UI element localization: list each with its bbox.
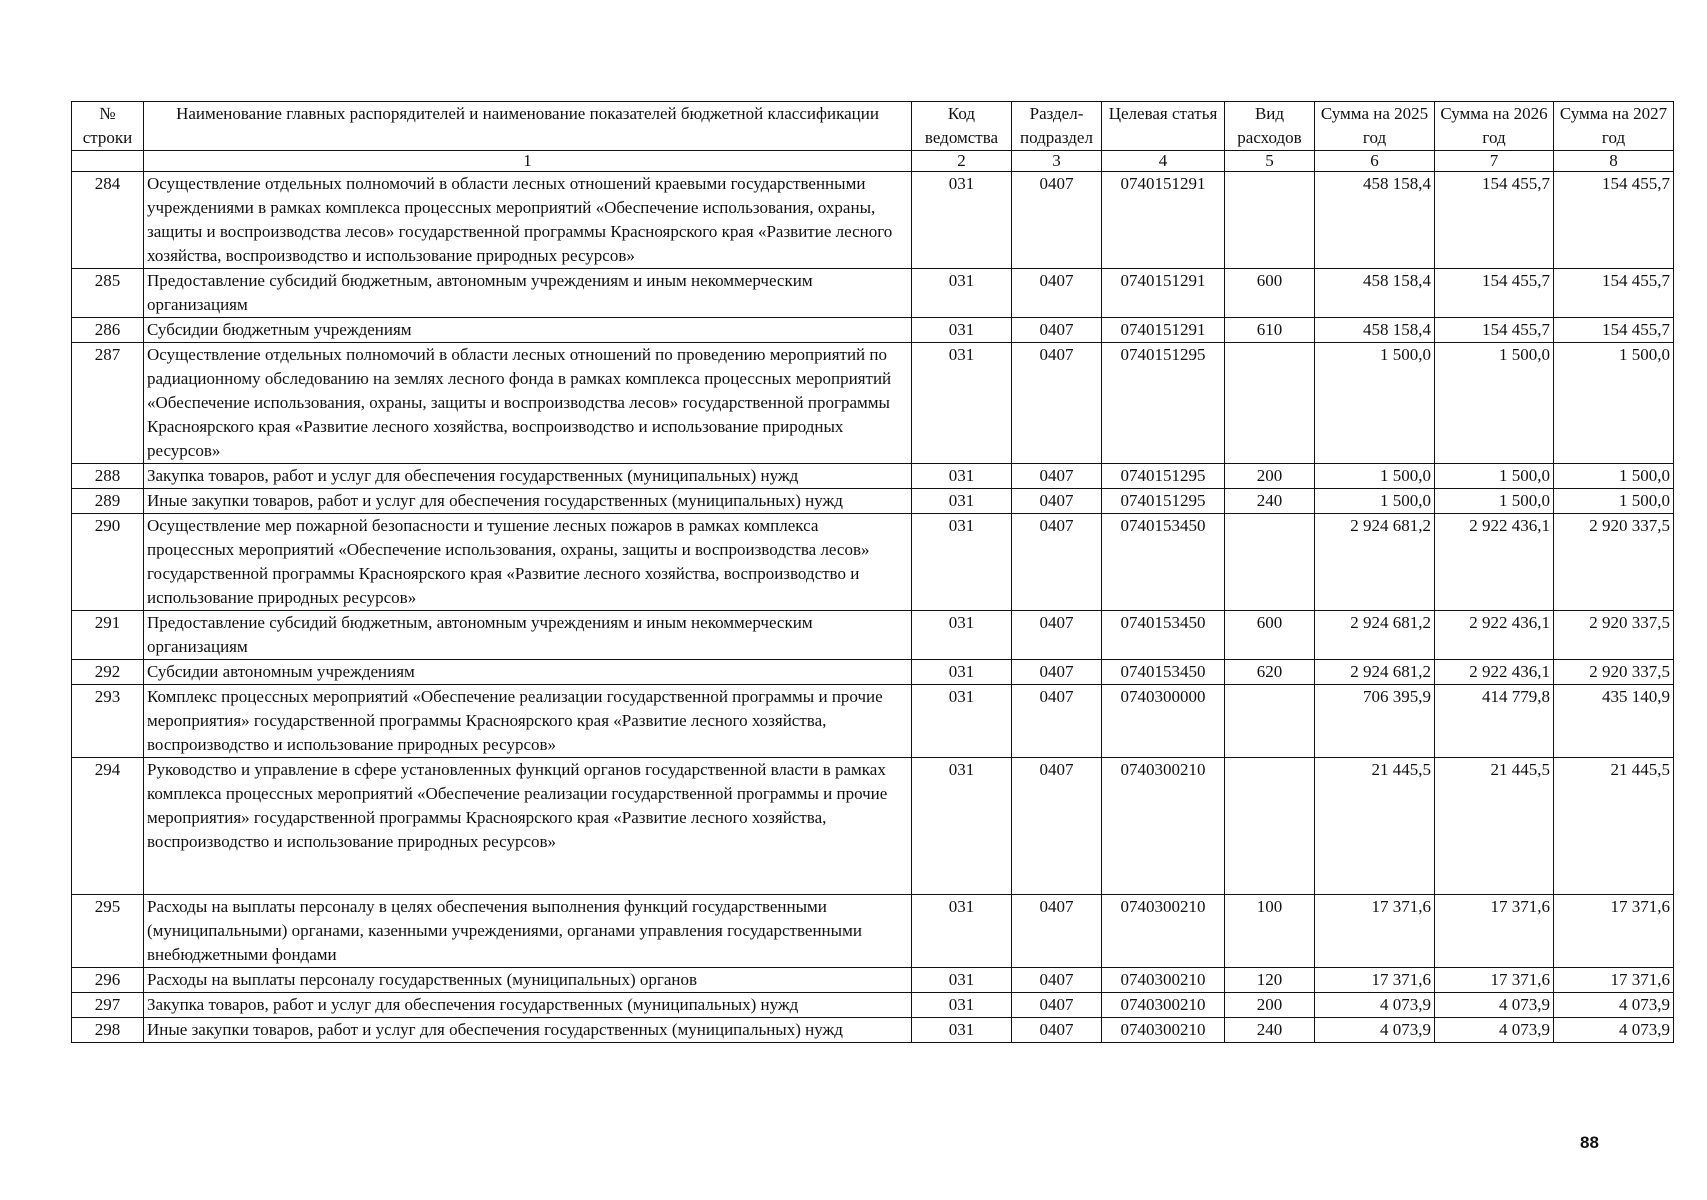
cell-section: 0407 [1012,993,1102,1018]
cell-sum-2025: 1 500,0 [1315,343,1435,464]
cell-expense-type [1225,758,1315,895]
column-number: 1 [144,151,912,172]
cell-row-number: 296 [72,968,144,993]
cell-sum-2027: 435 140,9 [1554,685,1674,758]
cell-sum-2026: 1 500,0 [1435,489,1554,514]
cell-row-number: 285 [72,269,144,318]
cell-sum-2026: 21 445,5 [1435,758,1554,895]
cell-sum-2027: 2 920 337,5 [1554,611,1674,660]
cell-sum-2025: 17 371,6 [1315,895,1435,968]
cell-target-article: 0740300210 [1102,758,1225,895]
page-number: 88 [1580,1133,1599,1152]
cell-target-article: 0740151295 [1102,489,1225,514]
cell-section: 0407 [1012,1018,1102,1043]
cell-sum-2026: 2 922 436,1 [1435,660,1554,685]
column-number: 3 [1012,151,1102,172]
cell-row-number: 295 [72,895,144,968]
cell-sum-2025: 1 500,0 [1315,489,1435,514]
table-body [72,172,1674,1043]
table-row [72,685,1674,758]
cell-name: Субсидии бюджетным учреждениям [144,318,912,343]
cell-expense-type: 100 [1225,895,1315,968]
cell-sum-2025: 2 924 681,2 [1315,611,1435,660]
cell-expense-type [1225,685,1315,758]
table-row [72,660,1674,685]
cell-name: Иные закупки товаров, работ и услуг для обеспечения государственных (муниципальных) нужд [144,1018,912,1043]
cell-expense-type: 600 [1225,611,1315,660]
cell-section: 0407 [1012,343,1102,464]
cell-sum-2025: 21 445,5 [1315,758,1435,895]
column-number: 2 [912,151,1012,172]
cell-target-article: 0740300210 [1102,993,1225,1018]
cell-name: Осуществление отдельных полномочий в области лесных отношений краевыми государственными учреждениями в рамках комплекса процессных мероприятий «Обеспечение использования, охраны, защиты и воспроизводства лесов» государственной программы Красноярского края «Развитие лесного хозяйства, воспроизводство и использование природных ресурсов» [144,172,912,269]
cell-sum-2025: 2 924 681,2 [1315,660,1435,685]
header-name: Наименование главных распорядителей и наименование показателей бюджетной классификации [144,102,912,151]
cell-expense-type: 610 [1225,318,1315,343]
cell-dept-code: 031 [912,968,1012,993]
column-number: 8 [1554,151,1674,172]
table-header-row [72,102,1674,151]
cell-row-number: 292 [72,660,144,685]
table-row [72,611,1674,660]
cell-dept-code: 031 [912,1018,1012,1043]
cell-name: Субсидии автономным учреждениям [144,660,912,685]
cell-expense-type: 600 [1225,269,1315,318]
cell-target-article: 0740151291 [1102,172,1225,269]
cell-row-number: 290 [72,514,144,611]
cell-dept-code: 031 [912,895,1012,968]
cell-sum-2025: 4 073,9 [1315,1018,1435,1043]
cell-sum-2027: 4 073,9 [1554,1018,1674,1043]
cell-section: 0407 [1012,611,1102,660]
cell-expense-type: 240 [1225,1018,1315,1043]
header-dept-code: Код ведомства [912,102,1012,151]
cell-target-article: 0740300000 [1102,685,1225,758]
cell-sum-2026: 4 073,9 [1435,993,1554,1018]
cell-expense-type [1225,172,1315,269]
cell-sum-2027: 154 455,7 [1554,269,1674,318]
table-row [72,968,1674,993]
budget-table [71,101,1674,1043]
cell-name: Комплекс процессных мероприятий «Обеспечение реализации государственной программы и прочие мероприятия» государственной программы Красноярского края «Развитие лесного хозяйства, воспроизводство и использование природных ресурсов» [144,685,912,758]
cell-expense-type: 240 [1225,489,1315,514]
cell-sum-2026: 1 500,0 [1435,343,1554,464]
table-row [72,758,1674,895]
cell-row-number: 289 [72,489,144,514]
table-row [72,895,1674,968]
cell-name: Расходы на выплаты персоналу в целях обеспечения выполнения функций государственными (муниципальными) органами, казенными учреждениями, органами управления государственными внебюджетными фондами [144,895,912,968]
table-row [72,269,1674,318]
cell-expense-type: 120 [1225,968,1315,993]
cell-sum-2026: 414 779,8 [1435,685,1554,758]
cell-name: Осуществление мер пожарной безопасности и тушение лесных пожаров в рамках комплекса процессных мероприятий «Обеспечение использования, охраны, защиты и воспроизводства лесов» государственной программы Красноярского края «Развитие лесного хозяйства, воспроизводство и использование природных ресурсов» [144,514,912,611]
cell-dept-code: 031 [912,660,1012,685]
cell-dept-code: 031 [912,758,1012,895]
cell-name: Расходы на выплаты персоналу государственных (муниципальных) органов [144,968,912,993]
column-number [72,151,144,172]
cell-sum-2027: 4 073,9 [1554,993,1674,1018]
cell-section: 0407 [1012,685,1102,758]
cell-section: 0407 [1012,172,1102,269]
table-row [72,464,1674,489]
cell-target-article: 0740151291 [1102,318,1225,343]
cell-row-number: 294 [72,758,144,895]
cell-section: 0407 [1012,318,1102,343]
table-row [72,489,1674,514]
cell-dept-code: 031 [912,318,1012,343]
column-number: 7 [1435,151,1554,172]
cell-section: 0407 [1012,489,1102,514]
cell-sum-2025: 17 371,6 [1315,968,1435,993]
cell-sum-2027: 1 500,0 [1554,489,1674,514]
cell-dept-code: 031 [912,172,1012,269]
table-row [72,318,1674,343]
cell-dept-code: 031 [912,464,1012,489]
cell-row-number: 298 [72,1018,144,1043]
cell-section: 0407 [1012,514,1102,611]
cell-row-number: 286 [72,318,144,343]
cell-sum-2027: 17 371,6 [1554,968,1674,993]
cell-dept-code: 031 [912,269,1012,318]
cell-target-article: 0740153450 [1102,514,1225,611]
column-number: 5 [1225,151,1315,172]
cell-target-article: 0740151295 [1102,343,1225,464]
cell-dept-code: 031 [912,993,1012,1018]
cell-sum-2026: 154 455,7 [1435,172,1554,269]
cell-dept-code: 031 [912,514,1012,611]
cell-row-number: 293 [72,685,144,758]
table-row [72,172,1674,269]
cell-sum-2027: 154 455,7 [1554,318,1674,343]
cell-sum-2026: 2 922 436,1 [1435,611,1554,660]
cell-target-article: 0740151291 [1102,269,1225,318]
cell-name: Осуществление отдельных полномочий в области лесных отношений по проведению мероприятий по радиационному обследованию на землях лесного фонда в рамках комплекса процессных мероприятий «Обеспечение использования, охраны, защиты и воспроизводства лесов» государственной программы Красноярского края «Развитие лесного хозяйства, воспроизводство и использование природных ресурсов» [144,343,912,464]
table-row [72,514,1674,611]
cell-row-number: 287 [72,343,144,464]
cell-target-article: 0740300210 [1102,968,1225,993]
cell-sum-2026: 154 455,7 [1435,269,1554,318]
cell-expense-type: 200 [1225,464,1315,489]
cell-expense-type: 620 [1225,660,1315,685]
cell-sum-2025: 1 500,0 [1315,464,1435,489]
cell-sum-2025: 458 158,4 [1315,172,1435,269]
cell-sum-2025: 4 073,9 [1315,993,1435,1018]
header-expense-type: Вид расходов [1225,102,1315,151]
table-row [72,993,1674,1018]
header-target-article: Целевая статья [1102,102,1225,151]
cell-sum-2027: 2 920 337,5 [1554,514,1674,611]
cell-name: Закупка товаров, работ и услуг для обеспечения государственных (муниципальных) нужд [144,464,912,489]
header-sum-2026: Сумма на 2026 год [1435,102,1554,151]
header-section: Раздел-подраздел [1012,102,1102,151]
cell-row-number: 284 [72,172,144,269]
cell-sum-2025: 706 395,9 [1315,685,1435,758]
header-sum-2025: Сумма на 2025 год [1315,102,1435,151]
header-row-number: № строки [72,102,144,151]
cell-sum-2026: 2 922 436,1 [1435,514,1554,611]
cell-sum-2027: 17 371,6 [1554,895,1674,968]
cell-dept-code: 031 [912,343,1012,464]
cell-dept-code: 031 [912,489,1012,514]
cell-dept-code: 031 [912,611,1012,660]
cell-sum-2027: 154 455,7 [1554,172,1674,269]
cell-sum-2026: 17 371,6 [1435,968,1554,993]
cell-expense-type [1225,343,1315,464]
cell-target-article: 0740153450 [1102,611,1225,660]
cell-expense-type [1225,514,1315,611]
cell-sum-2027: 1 500,0 [1554,343,1674,464]
cell-sum-2026: 4 073,9 [1435,1018,1554,1043]
cell-row-number: 291 [72,611,144,660]
cell-sum-2026: 154 455,7 [1435,318,1554,343]
cell-target-article: 0740300210 [1102,895,1225,968]
cell-sum-2027: 21 445,5 [1554,758,1674,895]
header-sum-2027: Сумма на 2027 год [1554,102,1674,151]
cell-dept-code: 031 [912,685,1012,758]
cell-sum-2026: 17 371,6 [1435,895,1554,968]
cell-sum-2027: 1 500,0 [1554,464,1674,489]
table-row [72,1018,1674,1043]
cell-section: 0407 [1012,758,1102,895]
cell-expense-type: 200 [1225,993,1315,1018]
cell-section: 0407 [1012,660,1102,685]
cell-target-article: 0740300210 [1102,1018,1225,1043]
cell-sum-2025: 458 158,4 [1315,318,1435,343]
cell-row-number: 288 [72,464,144,489]
cell-sum-2025: 2 924 681,2 [1315,514,1435,611]
cell-section: 0407 [1012,464,1102,489]
cell-sum-2026: 1 500,0 [1435,464,1554,489]
cell-section: 0407 [1012,269,1102,318]
cell-name: Предоставление субсидий бюджетным, автономным учреждениям и иным некоммерческим организациям [144,611,912,660]
table-row [72,343,1674,464]
cell-row-number: 297 [72,993,144,1018]
cell-name: Предоставление субсидий бюджетным, автономным учреждениям и иным некоммерческим организациям [144,269,912,318]
cell-sum-2025: 458 158,4 [1315,269,1435,318]
cell-name: Иные закупки товаров, работ и услуг для обеспечения государственных (муниципальных) нужд [144,489,912,514]
cell-target-article: 0740151295 [1102,464,1225,489]
cell-section: 0407 [1012,895,1102,968]
cell-name: Руководство и управление в сфере установленных функций органов государственной власти в рамках комплекса процессных мероприятий «Обеспечение реализации государственной программы и прочие мероприятия» государственной программы Красноярского края «Развитие лесного хозяйства, воспроизводство и использование природных ресурсов» [144,758,912,895]
column-number: 4 [1102,151,1225,172]
cell-target-article: 0740153450 [1102,660,1225,685]
column-number-row [72,151,1674,172]
column-number: 6 [1315,151,1435,172]
cell-section: 0407 [1012,968,1102,993]
cell-sum-2027: 2 920 337,5 [1554,660,1674,685]
cell-name: Закупка товаров, работ и услуг для обеспечения государственных (муниципальных) нужд [144,993,912,1018]
